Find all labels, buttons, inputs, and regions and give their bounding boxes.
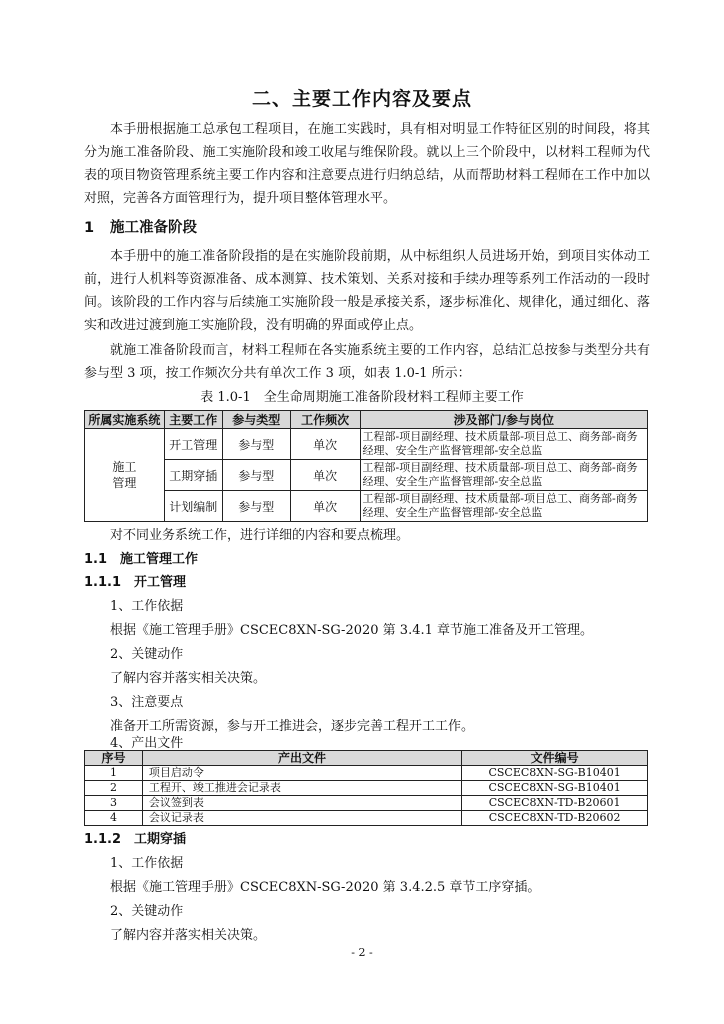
item-label: 1、工作依据: [110, 599, 184, 614]
dept-cell: 工程部-项目副经理、技术质量部-项目总工、商务部-商务经理、安全生产监督管理部-安全总监: [360, 460, 647, 491]
item-label: 4、产出文件: [110, 736, 184, 751]
output-table-header: 序号: [85, 751, 143, 766]
work-table: [84, 410, 648, 522]
type-cell: 参与型: [222, 491, 290, 522]
section-1-1-1-number: 1.1.1: [84, 575, 122, 590]
table-row: [85, 796, 648, 811]
work-table-header: 参与类型: [222, 411, 290, 429]
section-1-1-number: 1.1: [84, 552, 108, 567]
work-cell: 工期穿插: [164, 460, 222, 491]
item-label: 2、关键动作: [110, 647, 184, 662]
row-number: 3: [85, 796, 143, 811]
freq-cell: 单次: [290, 429, 360, 460]
table-row: [85, 460, 648, 491]
after-table-text: 对不同业务系统工作，进行详细的内容和要点梳理。: [110, 528, 410, 543]
work-table-header-row: [85, 411, 648, 429]
table-row: [85, 811, 648, 826]
section-1-1-2-title: 工期穿插: [134, 832, 187, 847]
item-text: 根据《施工管理手册》CSCEC8XN-SG-2020 第 3.4.1 章节施工准备及开工管理。: [110, 623, 594, 638]
file-code: CSCEC8XN-SG-B10401: [462, 781, 648, 796]
row-number: 1: [85, 766, 143, 781]
dept-cell: 工程部-项目副经理、技术质量部-项目总工、商务部-商务经理、安全生产监督管理部-安全总监: [360, 429, 647, 460]
output-files-table: [84, 750, 648, 826]
work-cell: 计划编制: [164, 491, 222, 522]
section-1-heading: [84, 216, 197, 237]
table-row: [85, 781, 648, 796]
item-text: 了解内容并落实相关决策。: [110, 671, 267, 686]
file-code: CSCEC8XN-SG-B10401: [462, 766, 648, 781]
row-number: 4: [85, 811, 143, 826]
type-cell: 参与型: [222, 460, 290, 491]
item-label: 3、注意要点: [110, 695, 184, 710]
section-1-paragraph-2: 就施工准备阶段而言，材料工程师在各实施系统主要的工作内容，总结汇总按参与类型分共有参与型 3 项，按工作频次分共有单次工作 3 项，如表 1.0-1 所示：: [84, 343, 650, 381]
intro-paragraph: 本手册根据施工总承包工程项目，在施工实践时，具有相对明显工作特征区别的时间段，将其分为施工准备阶段、施工实施阶段和竣工收尾与维保阶段。就以上三个阶段中，以材料工程师为代表的项目物资管理系统主要工作内容和注意要点进行归纳总结，从而帮助材料工程师在工作中加以对照，完善各方面管理行为，提升项目整体管理水平。: [84, 122, 650, 206]
work-table-header: 涉及部门/参与岗位: [360, 411, 647, 429]
output-table-header: 文件编号: [462, 751, 648, 766]
section-1-number: 1: [84, 220, 95, 236]
file-name: 会议签到表: [142, 796, 461, 811]
section-1-1-2-heading: [84, 828, 186, 847]
table-1-caption: 表 1.0-1 全生命周期施工准备阶段材料工程师主要工作: [200, 390, 524, 405]
item-label: 1、工作依据: [110, 856, 184, 871]
section-1-1-2-number: 1.1.2: [84, 832, 122, 847]
section-1-paragraph-1: 本手册中的施工准备阶段指的是在实施阶段前期，从中标组织人员进场开始，到项目实体动工前，进行人机料等资源准备、成本测算、技术策划、关系对接和手续办理等系列工作活动的一段时间。该阶段的工作内容与后续施工实施阶段一般是承接关系，逐步标准化、规律化，通过细化、落实和改进过渡到施工实施阶段，没有明确的界面或停止点。: [84, 249, 650, 333]
system-cell: 施工 管理: [85, 429, 165, 522]
work-table-header: 工作频次: [290, 411, 360, 429]
file-name: 工程开、竣工推进会记录表: [142, 781, 461, 796]
page-title: 二、主要工作内容及要点: [251, 88, 472, 110]
page-number: - 2 -: [351, 946, 373, 959]
section-1-1-heading: [84, 548, 198, 567]
work-table-header: 所属实施系统: [85, 411, 165, 429]
file-name: 项目启动令: [142, 766, 461, 781]
item-label: 2、关键动作: [110, 904, 184, 919]
section-1-1-title: 施工管理工作: [120, 552, 199, 567]
work-table-header: 主要工作: [164, 411, 222, 429]
type-cell: 参与型: [222, 429, 290, 460]
dept-cell: 工程部-项目副经理、技术质量部-项目总工、商务部-商务经理、安全生产监督管理部-安全总监: [360, 491, 647, 522]
freq-cell: 单次: [290, 491, 360, 522]
row-number: 2: [85, 781, 143, 796]
table-row: [85, 766, 648, 781]
item-text: 准备开工所需资源，参与开工推进会，逐步完善工程开工工作。: [110, 719, 475, 734]
file-code: CSCEC8XN-TD-B20601: [462, 796, 648, 811]
table-row: [85, 491, 648, 522]
file-code: CSCEC8XN-TD-B20602: [462, 811, 648, 826]
work-cell: 开工管理: [164, 429, 222, 460]
file-name: 会议记录表: [142, 811, 461, 826]
table-row: [85, 429, 648, 460]
section-1-1-1-title: 开工管理: [134, 575, 187, 590]
item-text: 了解内容并落实相关决策。: [110, 928, 267, 943]
section-1-title: 施工准备阶段: [110, 220, 197, 236]
section-1-1-1-heading: [84, 571, 186, 590]
output-table-header-row: [85, 751, 648, 766]
item-text: 根据《施工管理手册》CSCEC8XN-SG-2020 第 3.4.2.5 章节工序穿插。: [110, 880, 541, 895]
freq-cell: 单次: [290, 460, 360, 491]
output-table-header: 产出文件: [142, 751, 461, 766]
